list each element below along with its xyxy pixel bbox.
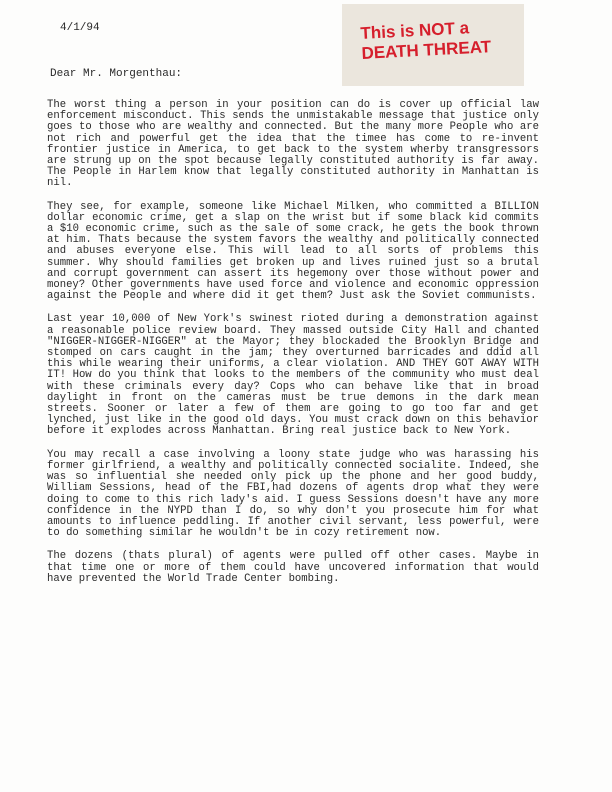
paragraph-4 <box>47 450 539 540</box>
stamp-line-1: This is NOT a <box>360 18 470 43</box>
salutation: Dear Mr. Morgenthau: <box>50 68 183 80</box>
paragraph-5 <box>47 551 539 585</box>
stamp-label <box>342 4 524 86</box>
paragraph-text: The dozens (thats plural) of agents were pulled off other cases. Maybe in that time one or more of them could have uncovered information that would have prevented the World Trade Center bombing. <box>47 550 539 585</box>
letter-date: 4/1/94 <box>60 22 100 34</box>
stamp-text <box>360 15 528 64</box>
paragraph-text: Last year 10,000 of New York's swinest rioted during a demonstration against a reasonable police review board. They massed outside City Hall and chanted "NIGGER-NIGGER-NIGGER" at the Mayor; they blockaded the Brooklyn Bridge and stomped on cars caught in the jam; they overturned barricades and ddid all this while wearing their uniforms, a clear violation. AND THEY GOT AWAY WITH IT! How do you think that looks to the members of the community who must deal with these criminals every day? Cops who can behave like that in broad daylight in front on the cameras must be true demons in the dark mean streets. Sooner or later a few of them are going to go too far and get lynched, just like in the good old days. You must crack down on this behavior before it explodes across Manhattan. Bring real justice back to New York. <box>47 313 539 438</box>
letter-body <box>47 100 539 597</box>
paragraph-text: They see, for example, someone like Michael Milken, who committed a BILLION dollar economic crime, get a slap on the wrist but if some black kid commits a $10 economic crime, such as the sale of some crack, he gets the book thrown at him. Thats because the system favors the wealthy and politically connected and abuses everyone else. This will lead to all sorts of problems this summer. Why should families get broken up and lives ruined just so a brutal and corrupt government can assert its hegemony over those without power and money? Other governments have used force and violence and economic oppression against the People and where did it get them? Just ask the Soviet communists. <box>47 200 539 303</box>
stamp-line-2: DEATH THREAT <box>361 37 492 63</box>
paragraph-3 <box>47 314 539 437</box>
paragraph-text: The worst thing a person in your position can do is cover up official law enforcement misconduct. This sends the unmistakable message that justice only goes to those who are wealthy and connected. But the many more People who are not rich and powerful get the idea that the timee has come to re-invent frontier justice in America, to get back to the system wherby transgressors are strung up on the spot because legally constituted authority is far away. The People in Harlem know that legally constituted authority in Manhattan is nil. <box>47 99 539 190</box>
paragraph-text: You may recall a case involving a loony state judge who was harassing his former girlfriend, a wealthy and politically connected socialite. Indeed, she was so influential she needed only pick up the phone and her good buddy, William Sessions, head of the FBI,had dozens of agents drop what they were doing to come to this rich lady's aid. I guess Sessions doesn't have any more confidence in the NYPD than I do, so why don't you prosecute him for what amounts to influence peddling. If another civil servant, less powerful, were to do something similar he wouldn't be in cozy retirement now. <box>47 448 539 540</box>
paragraph-1 <box>47 100 539 190</box>
paragraph-2 <box>47 202 539 303</box>
